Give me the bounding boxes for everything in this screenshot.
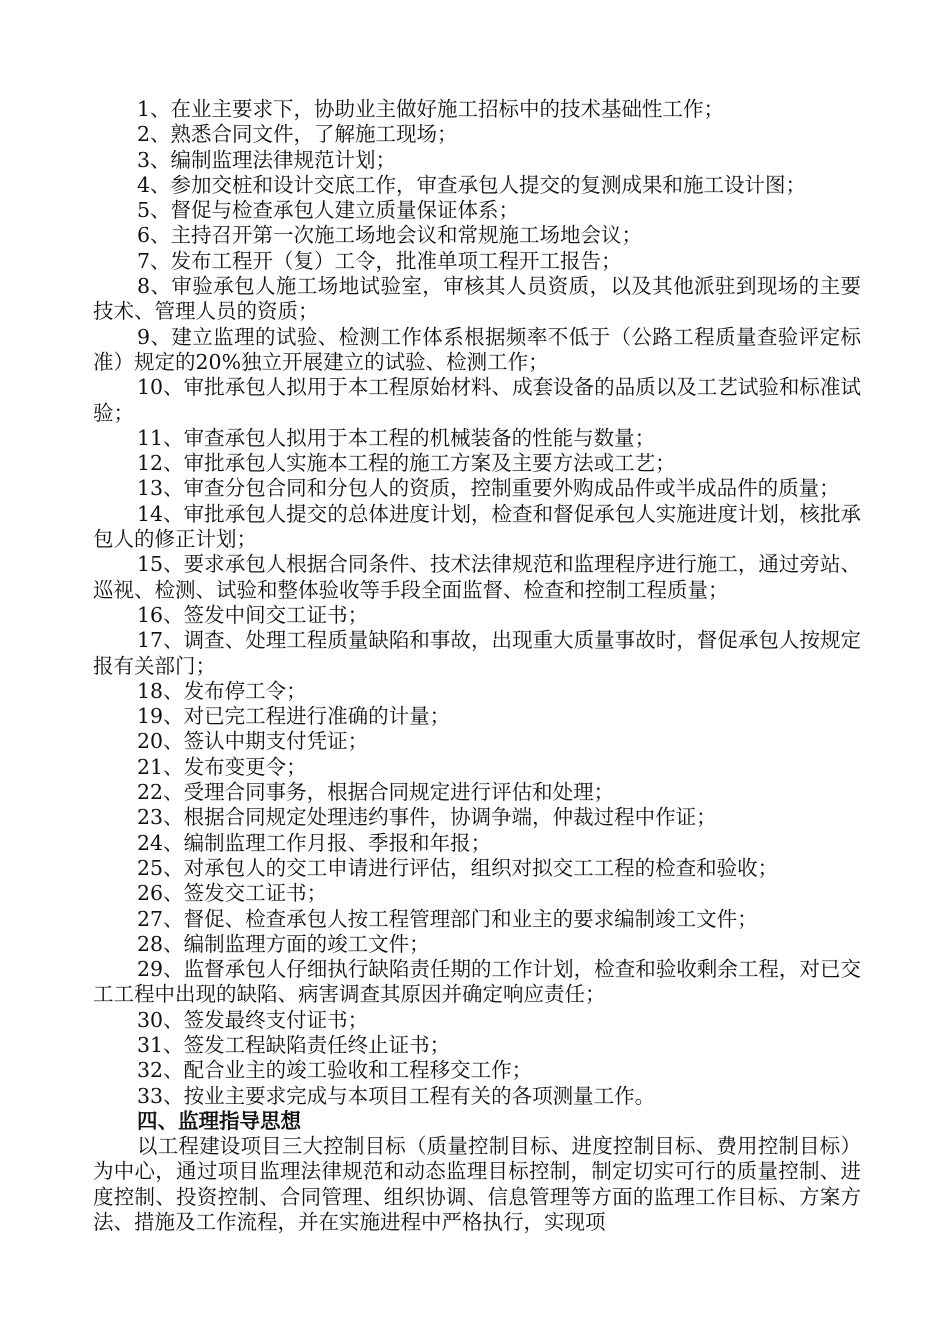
list-item-9: 9、建立监理的试验、检测工作体系根据频率不低于（公路工程质量查验评定标准）规定的20%独立开展建立的试验、检测工作；: [93, 324, 861, 374]
list-item-1: 1、在业主要求下，协助业主做好施工招标中的技术基础性工作；: [137, 97, 725, 121]
document-body: [93, 97, 861, 1235]
list-item-30: 30、签发最终支付证书；: [137, 1007, 369, 1032]
list-item-21: 21、发布变更令；: [137, 754, 307, 779]
list-item-6: 6、主持召开第一次施工场地会议和常规施工场地会议；: [137, 223, 643, 248]
section-body-paragraph: 以工程建设项目三大控制目标（质量控制目标、进度控制目标、费用控制目标）为中心，通过项目监理法律规范和动态监理目标控制，制定切实可行的质量控制、进度控制、投资控制、合同管理、组织协调、信息管理等方面的监理工作目标、方案方法、措施及工作流程，并在实施进程中严格执行，实现项: [93, 1134, 861, 1235]
list-item-33: 33、按业主要求完成与本项目工程有关的各项测量工作。: [137, 1083, 656, 1108]
list-item-32: 32、配合业主的竣工验收和工程移交工作；: [137, 1058, 533, 1083]
list-item-16: 16、签发中间交工证书；: [137, 602, 369, 627]
list-item-28: 28、编制监理方面的竣工文件；: [137, 931, 430, 956]
list-item-27: 27、督促、检查承包人按工程管理部门和业主的要求编制竣工文件；: [137, 906, 758, 931]
list-item-17: 17、调查、处理工程质量缺陷和事故，出现重大质量事故时，督促承包人按规定报有关部门；: [93, 628, 861, 678]
list-item-31: 31、签发工程缺陷责任终止证书；: [137, 1032, 451, 1057]
section-heading: 四、监理指导思想: [137, 1108, 301, 1133]
list-item-24: 24、编制监理工作月报、季报和年报；: [137, 830, 492, 855]
list-item-26: 26、签发交工证书；: [137, 881, 328, 906]
list-item-13: 13、审查分包合同和分包人的资质，控制重要外购成品件或半成品件的质量；: [137, 476, 840, 501]
list-item-19: 19、对已完工程进行准确的计量；: [137, 704, 451, 729]
list-item-11: 11、审查承包人拟用于本工程的机械装备的性能与数量；: [137, 425, 656, 450]
list-item-18: 18、发布停工令；: [137, 678, 307, 703]
list-item-4: 4、参加交桩和设计交底工作，审查承包人提交的复测成果和施工设计图；: [137, 172, 807, 197]
list-item-7: 7、发布工程开（复）工令，批准单项工程开工报告；: [137, 248, 622, 273]
list-item-5: 5、督促与检查承包人建立质量保证体系；: [137, 198, 520, 223]
list-item-8: 8、审验承包人施工场地试验室，审核其人员资质，以及其他派驻到现场的主要技术、管理人员的资质；: [93, 274, 861, 324]
list-item-2: 2、熟悉合同文件，了解施工现场；: [137, 122, 458, 147]
list-item-20: 20、签认中期支付凭证；: [137, 729, 369, 754]
list-item-29: 29、监督承包人仔细执行缺陷责任期的工作计划，检查和验收剩余工程，对已交工工程中出现的缺陷、病害调查其原因并确定响应责任；: [93, 957, 861, 1007]
list-item-25: 25、对承包人的交工申请进行评估，组织对拟交工工程的检查和验收；: [137, 855, 779, 880]
list-item-10: 10、审批承包人拟用于本工程原始材料、成套设备的品质以及工艺试验和标准试验；: [93, 375, 861, 425]
list-item-23: 23、根据合同规定处理违约事件，协调争端，仲裁过程中作证；: [137, 805, 717, 830]
list-item-22: 22、受理合同事务，根据合同规定进行评估和处理；: [137, 780, 615, 805]
list-item-15: 15、要求承包人根据合同条件、技术法律规范和监理程序进行施工，通过旁站、巡视、检测、试验和整体验收等手段全面监督、检查和控制工程质量；: [93, 552, 861, 602]
list-item-12: 12、审批承包人实施本工程的施工方案及主要方法或工艺；: [137, 451, 676, 476]
list-item-3: 3、编制监理法律规范计划；: [137, 147, 397, 172]
list-item-14: 14、审批承包人提交的总体进度计划，检查和督促承包人实施进度计划，核批承包人的修正计划；: [93, 501, 861, 552]
